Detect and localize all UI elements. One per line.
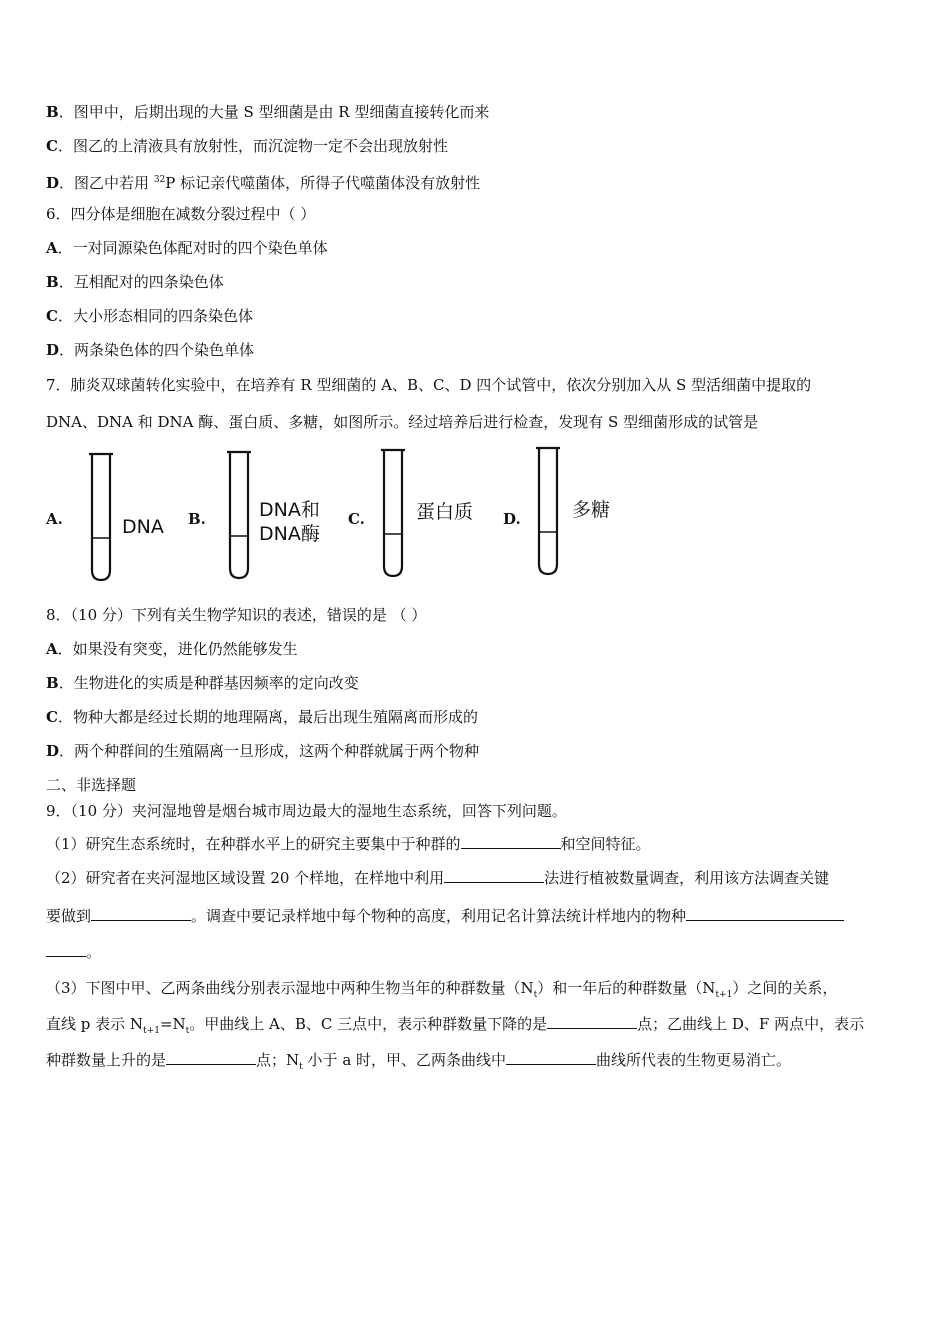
tube-b-label: B.: [188, 510, 206, 528]
q8-option-b-text: 生物进化的实质是种群基因频率的定向改变: [73, 674, 359, 692]
subscript-t: t: [533, 990, 538, 1000]
q9-part1: [46, 834, 910, 854]
q9-part3-text-3: ）之间的关系，: [732, 979, 838, 997]
q9-part3c-text-2: 点；N: [256, 1051, 300, 1069]
q9-part1-text-rest: 和空间特征。: [560, 835, 651, 853]
tube-c-text: 蛋白质: [416, 501, 474, 523]
q5-option-d-text: 图乙中若用: [74, 174, 154, 192]
q9-part3c-text-3: 小于 a 时，甲、乙两条曲线中: [302, 1051, 507, 1069]
tube-a-text: DNA: [122, 516, 164, 538]
q5-option-d-text-rest: P 标记亲代噬菌体，所得子代噬菌体没有放射性: [165, 174, 481, 192]
q9-part3-text-1: （3）下图中甲、乙两条曲线分别表示湿地中两种生物当年的种群数量（N: [46, 979, 534, 997]
q9-part3b-text-4: 点；乙曲线上 D、F 两点中，表示: [637, 1015, 865, 1033]
tube-a-label: A.: [46, 510, 63, 528]
q9-part3c-text-4: 曲线所代表的生物更易消亡。: [596, 1051, 792, 1069]
q9-part2-line3: [46, 942, 910, 962]
q9-part3b-text-3: 。甲曲线上 A、B、C 三点中，表示种群数量下降的是: [189, 1015, 548, 1033]
q6-option-c: C．大小形态相同的四条染色体: [46, 307, 253, 325]
tube-d-label: D.: [503, 510, 521, 528]
q9-part3-line2: [46, 1014, 910, 1041]
q9-part2c-text: 。: [86, 943, 102, 961]
test-tube-b-icon: [222, 450, 256, 582]
test-tube-c-icon: [376, 448, 410, 580]
q8-option-b: B．生物进化的实质是种群基因频率的定向改变: [46, 674, 359, 692]
subscript-t-b: t: [185, 1026, 190, 1036]
q9-part3b-text-2: =N: [159, 1015, 186, 1033]
answer-blank-6[interactable]: [166, 1050, 256, 1065]
q8-option-d-text: 两个种群间的生殖隔离一旦形成，这两个种群就属于两个物种: [74, 742, 480, 760]
q6-option-d-text: 两条染色体的四个染色单体: [74, 341, 255, 359]
q8-option-c-text: 物种大都是经过长期的地理隔离，最后出现生殖隔离而形成的: [72, 708, 478, 726]
section-heading: 二、非选择题: [46, 776, 137, 794]
q7-stem-line2: DNA、DNA 和 DNA 酶、蛋白质、多糖，如图所示。经过培养后进行检查，发现有 S 型细菌形成的试管是: [46, 413, 759, 431]
test-tube-a-icon: [84, 452, 118, 584]
test-tube-d-icon: [531, 446, 565, 578]
q8-option-c: C．物种大都是经过长期的地理隔离，最后出现生殖隔离而形成的: [46, 708, 478, 726]
tube-c-label: C.: [348, 510, 365, 528]
q6-option-b-text: 互相配对的四条染色体: [73, 273, 224, 291]
answer-blank-1[interactable]: [461, 834, 561, 849]
q9-part3-line3: [46, 1050, 910, 1077]
q9-part1-text: （1）研究生态系统时，在种群水平上的研究主要集中于种群的: [46, 835, 461, 853]
tube-b-text-line2: DNA酶: [259, 523, 320, 545]
q6-option-d: D．两条染色体的四个染色单体: [46, 341, 255, 359]
answer-blank-3[interactable]: [91, 906, 191, 921]
q6-stem: 6．四分体是细胞在减数分裂过程中（ ）: [46, 205, 316, 223]
q9-stem: 9．（10 分）夹河湿地曾是烟台城市周边最大的湿地生态系统，回答下列问题。: [46, 802, 567, 820]
q9-part2b-text-rest: 。调查中要记录样地中每个物种的高度，利用记名计算法统计样地内的物种: [191, 907, 687, 925]
q5-option-d: D．图乙中若用 $^{32}$P 标记亲代噬菌体，所得子代噬菌体没有放射性: [46, 174, 481, 192]
q9-part3-line1: [46, 978, 910, 1005]
answer-blank-4-cont[interactable]: [46, 942, 86, 957]
tube-d-text: 多糖: [572, 499, 611, 521]
q6-option-b: B．互相配对的四条染色体: [46, 273, 224, 291]
q9-part3-text-2: ）和一年后的种群数量（N: [537, 979, 716, 997]
q9-part3b-text-1: 直线 p 表示 N: [46, 1015, 144, 1033]
q6-option-c-text: 大小形态相同的四条染色体: [72, 307, 253, 325]
q9-part2-text: （2）研究者在夹河湿地区域设置 20 个样地，在样地中利用: [46, 869, 445, 887]
q9-part3c-text-1: 种群数量上升的是: [46, 1051, 167, 1069]
subscript-t1-b: t+1: [143, 1026, 160, 1036]
q9-part2-line1: [46, 868, 910, 888]
q5-option-c-text: 图乙的上清液具有放射性，而沉淀物一定不会出现放射性: [72, 137, 448, 155]
answer-blank-2[interactable]: [444, 868, 544, 883]
isotope-superscript: 32: [153, 175, 166, 185]
answer-blank-4[interactable]: [686, 906, 844, 921]
q8-stem: 8．（10 分）下列有关生物学知识的表述，错误的是 （ ）: [46, 606, 427, 624]
q6-option-a-text: 一对同源染色体配对时的四个染色单体: [72, 239, 328, 257]
subscript-t1: t+1: [715, 990, 733, 1000]
q5-option-b-text: 图甲中，后期出现的大量 S 型细菌是由 R 型细菌直接转化而来: [73, 103, 490, 121]
q5-option-b: B．图甲中，后期出现的大量 S 型细菌是由 R 型细菌直接转化而来: [46, 103, 490, 121]
q8-option-a-text: 如果没有突变，进化仍然能够发生: [72, 640, 298, 658]
q5-option-c: C．图乙的上清液具有放射性，而沉淀物一定不会出现放射性: [46, 137, 448, 155]
subscript-t-c: t: [299, 1062, 303, 1072]
q8-option-d: D．两个种群间的生殖隔离一旦形成，这两个种群就属于两个物种: [46, 742, 480, 760]
q7-stem-line1: 7．肺炎双球菌转化实验中，在培养有 R 型细菌的 A、B、C、D 四个试管中，依次分别加入从 S 型活细菌中提取的: [46, 376, 812, 394]
q9-part2-line2: [46, 906, 910, 926]
answer-blank-5[interactable]: [547, 1014, 637, 1029]
q9-part2-text-rest: 法进行植被数量调查，利用该方法调查关键: [544, 869, 830, 887]
tube-b-text-line1: DNA和: [259, 499, 320, 521]
q8-option-a: A．如果没有突变，进化仍然能够发生: [46, 640, 298, 658]
q9-part2b-text: 要做到: [46, 907, 92, 925]
q6-option-a: A．一对同源染色体配对时的四个染色单体: [46, 239, 328, 257]
answer-blank-7[interactable]: [506, 1050, 596, 1065]
